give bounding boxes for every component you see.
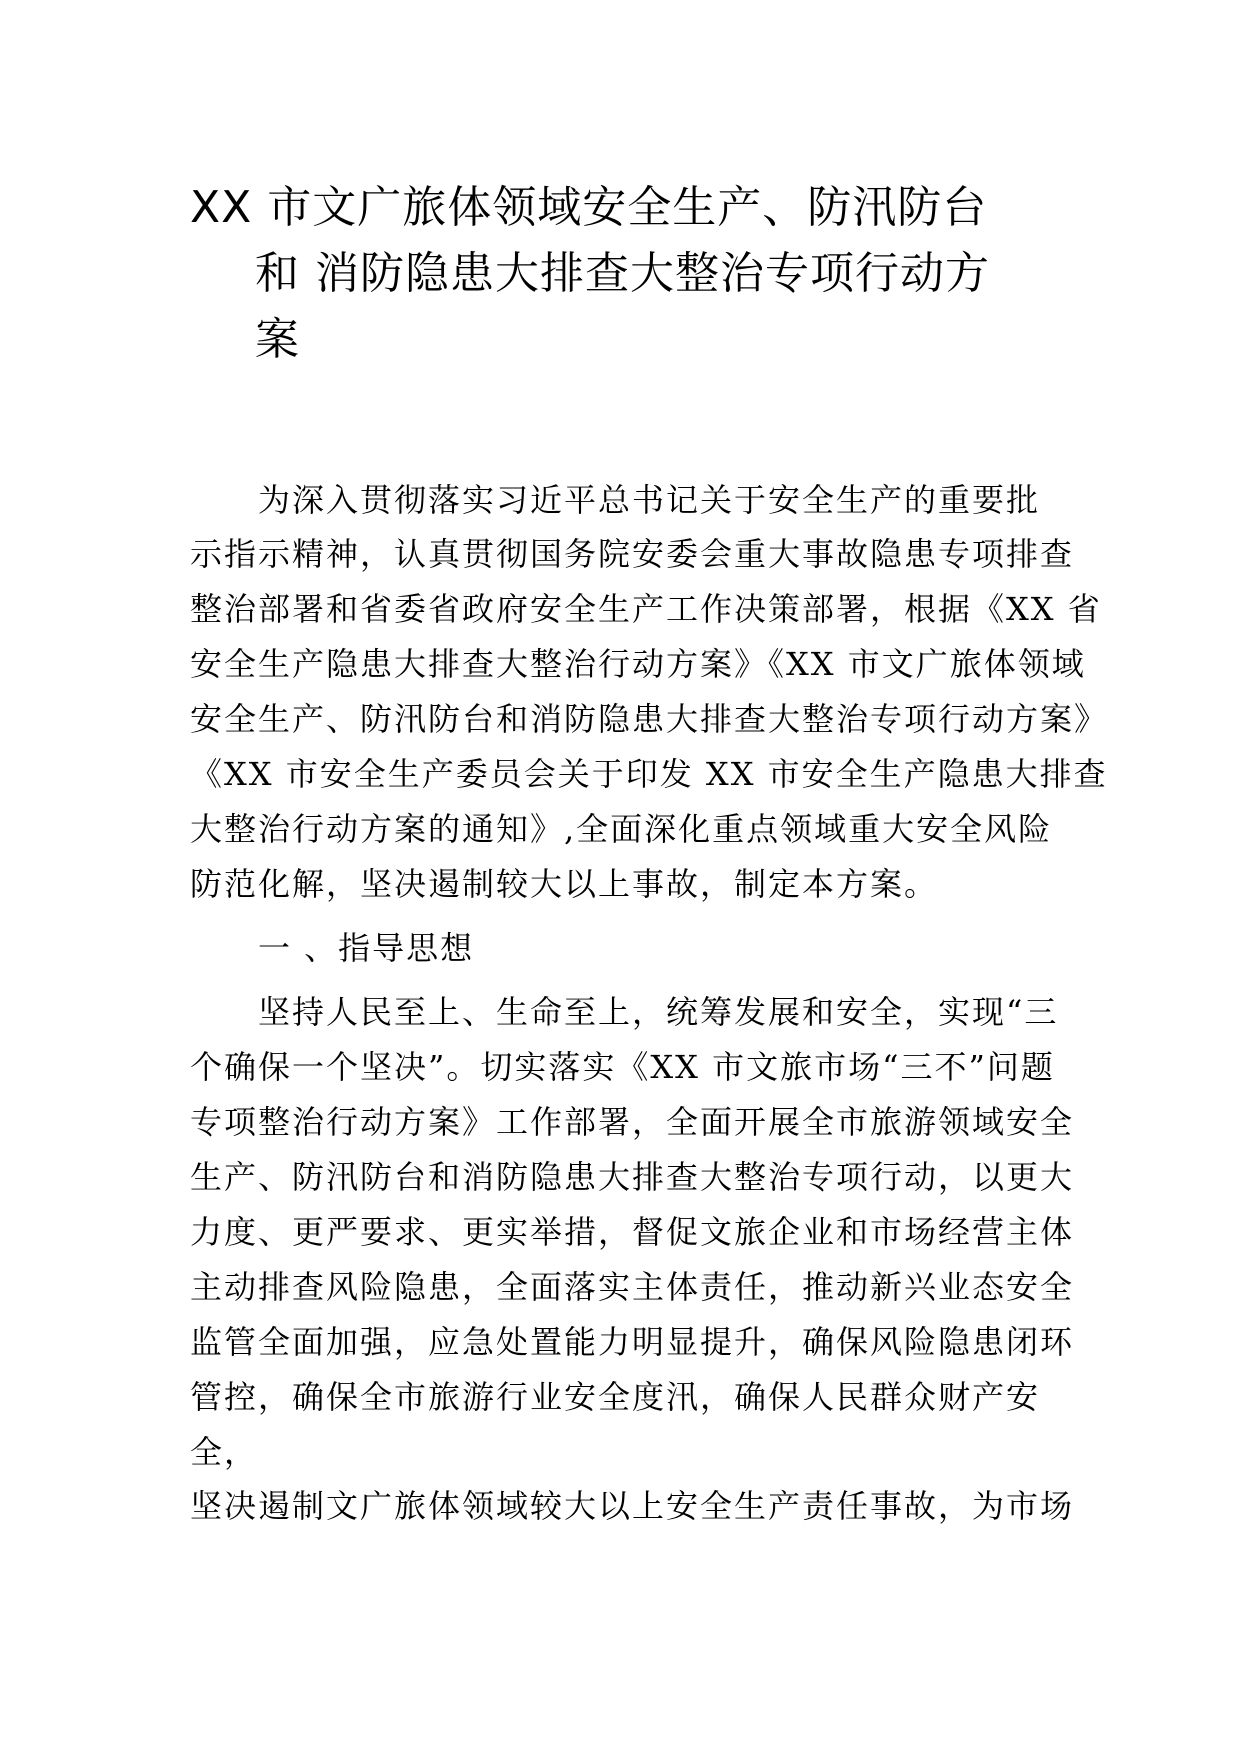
body-line: 专项整治行动方案》工作部署，全面开展全市旅游领域安全	[190, 1103, 1075, 1141]
body-line: 监管全面加强，应急处置能力明显提升，确保风险隐患闭环	[190, 1323, 1075, 1361]
document-title-line-3: 案	[255, 314, 300, 365]
document-title-line-2: 和 消防隐患大排查大整治专项行动方	[255, 248, 990, 299]
body-line: 全，	[190, 1433, 259, 1471]
body-line: 管控，确保全市旅游行业安全度汛，确保人民群众财产安	[190, 1378, 1041, 1416]
intro-line: 为深入贯彻落实习近平总书记关于安全生产的重要批	[258, 481, 1041, 519]
section-heading: 一 、指导思想	[258, 929, 475, 967]
body-line: 坚持人民至上、生命至上，统筹发展和安全，实现“三	[258, 993, 1059, 1031]
intro-line: 整治部署和省委省政府安全生产工作决策部署，根据《XX 省	[190, 590, 1102, 628]
intro-line: 示指示精神，认真贯彻国务院安委会重大事故隐患专项排查	[190, 535, 1075, 573]
intro-line: 《XX 市安全生产委员会关于印发 XX 市安全生产隐患大排查	[190, 755, 1108, 793]
intro-line: 大整治行动方案的通知》,全面深化重点领域重大安全风险	[190, 810, 1053, 848]
body-line: 力度、更严要求、更实举措，督促文旅企业和市场经营主体	[190, 1213, 1075, 1251]
document-title-line-1: XX 市文广旅体领域安全生产、防汛防台	[190, 182, 988, 233]
intro-line: 安全生产隐患大排查大整治行动方案》《XX 市文广旅体领域	[190, 645, 1086, 683]
intro-line: 安全生产、防汛防台和消防隐患大排查大整治专项行动方案》	[190, 700, 1109, 738]
body-line: 坚决遏制文广旅体领域较大以上安全生产责任事故，为市场	[190, 1487, 1075, 1525]
body-line: 个确保一个坚决”。切实落实《XX 市文旅市场“三不”问题	[190, 1048, 1055, 1086]
body-line: 主动排查风险隐患，全面落实主体责任，推动新兴业态安全	[190, 1268, 1075, 1306]
body-line: 生产、防汛防台和消防隐患大排查大整治专项行动，以更大	[190, 1158, 1075, 1196]
intro-line: 防范化解，坚决遏制较大以上事故，制定本方案。	[190, 865, 939, 903]
